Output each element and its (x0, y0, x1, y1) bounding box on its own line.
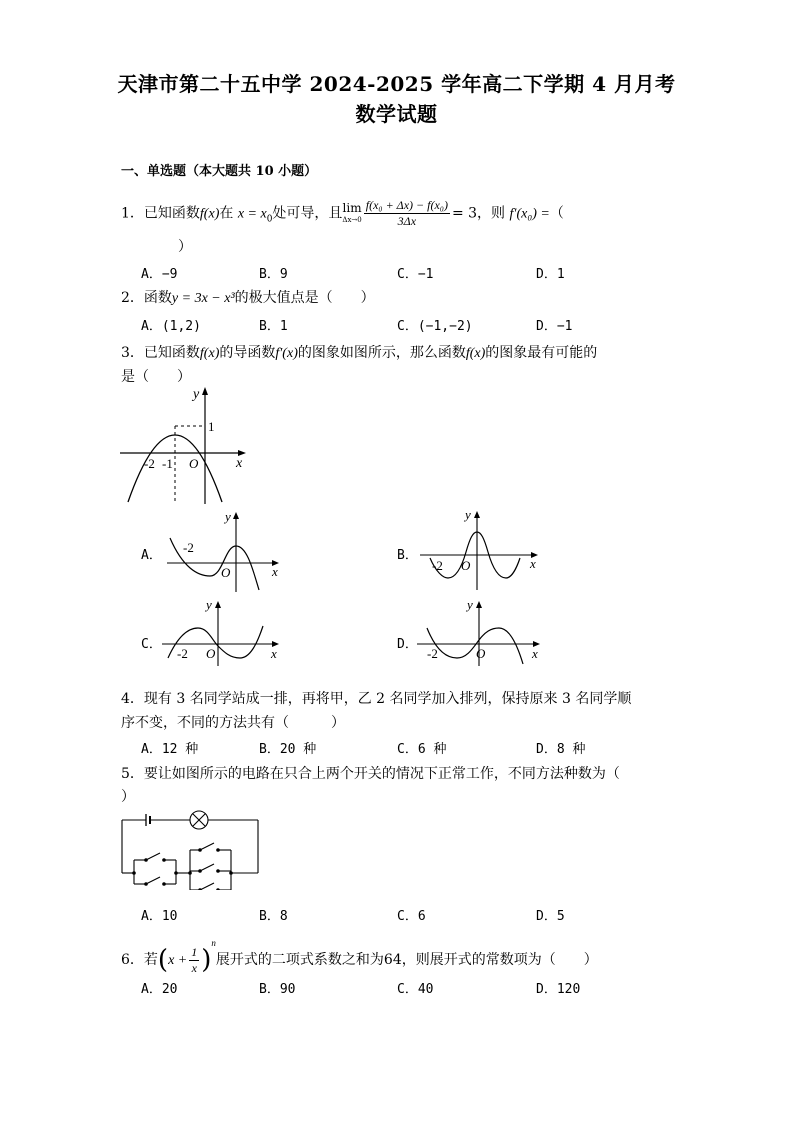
q1-option-c[interactable]: C．−1 (397, 267, 434, 282)
q1-limit (342, 202, 361, 226)
q3-fx2: f(x) (465, 346, 486, 361)
question-2 (121, 287, 375, 307)
q1-lim-sub: Δx→0 (342, 215, 362, 224)
q1-paren-close: ） (178, 239, 192, 255)
q3-graph-d[interactable] (415, 596, 545, 668)
q1-option-b[interactable]: B．9 (259, 267, 288, 282)
svg-text:x: x (530, 556, 536, 571)
q6-frac-n: 1 (191, 944, 198, 959)
q6-frac-d: x (191, 960, 197, 975)
q4-option-d[interactable]: D．8 种 (536, 742, 586, 757)
q4-option-a[interactable]: A．12 种 (141, 742, 199, 757)
svg-text:O: O (461, 558, 471, 573)
q2-suffix: 的极大值点是（ ） (234, 290, 375, 306)
q3-c: 的图象如图所示，那么函数 (297, 345, 466, 361)
q3-a: 3．已知函数 (121, 345, 200, 361)
svg-text:O: O (206, 646, 216, 661)
q3-graph-a[interactable] (165, 508, 285, 594)
switch-icon (146, 877, 160, 884)
svg-text:x: x (272, 564, 278, 579)
q3-graph-c[interactable] (160, 596, 285, 668)
q6-option-d[interactable]: D．120 (536, 982, 581, 997)
svg-text:y: y (467, 597, 473, 612)
graph-label-one: 1 (208, 419, 215, 434)
q5-option-a[interactable]: A．10 (141, 909, 178, 924)
q4-option-b[interactable]: B．20 种 (259, 742, 317, 757)
graph-label-m1: -1 (162, 456, 173, 471)
q2-prefix: 2．函数 (121, 290, 172, 306)
switch-icon (200, 883, 214, 890)
q3-option-c[interactable]: C． (141, 637, 162, 652)
q3-fpx: f′(x) (275, 346, 298, 361)
y-arrow-icon (233, 512, 239, 519)
q5-option-d[interactable]: D．5 (536, 909, 565, 924)
svg-text:y: y (465, 507, 471, 522)
circuit-diagram (118, 808, 263, 890)
y-arrow-icon (476, 601, 482, 608)
q2-option-b[interactable]: B．1 (259, 319, 288, 334)
question-3 (121, 342, 597, 362)
q1-fraction (364, 198, 450, 229)
q2-option-a[interactable]: A．(1,2) (141, 319, 201, 334)
graph-y-label: y (193, 387, 200, 402)
q5-line1: 5．要让如图所示的电路在只合上两个开关的情况下正常工作，不同方法种数为（ (121, 766, 620, 782)
q1-xeq: x = x (237, 206, 267, 222)
q6-prefix: 6．若 (121, 952, 158, 968)
tick-b: -2 (432, 558, 443, 573)
question-1 (121, 198, 564, 229)
q4-line2: 序不变，不同的方法共有（ ） (121, 715, 345, 731)
section-heading: 一、单选题（本大题共 10 小题） (121, 164, 318, 179)
q6-option-b[interactable]: B．90 (259, 982, 296, 997)
tick-a: -2 (183, 540, 194, 555)
svg-text:x: x (271, 646, 277, 661)
q1-option-a[interactable]: A．−9 (141, 267, 178, 282)
q2-option-c[interactable]: C．(−1,−2) (397, 319, 473, 334)
tick-c: -2 (177, 646, 188, 661)
q6-val: 64 (383, 952, 402, 968)
q2-option-d[interactable]: D．−1 (536, 319, 573, 334)
q6-exp: n (211, 938, 216, 948)
q3-option-d[interactable]: D． (397, 637, 418, 652)
graph-x-label: x (236, 456, 243, 471)
q4-line1: 4．现有 3 名同学站成一排，再将甲，乙 2 名同学加入排列，保持原来 3 名同学顺 (121, 691, 632, 707)
q6-left-paren: ( (157, 945, 169, 975)
q1-mid1: 在 (219, 205, 234, 222)
q6-mid: 展开式的二项式系数之和为 (215, 952, 384, 968)
q3-option-b[interactable]: B． (397, 548, 418, 563)
y-arrow-icon (202, 387, 208, 395)
q6-base: x + (168, 953, 188, 968)
q2-expr: y = 3x − x³ (171, 291, 235, 306)
q6-right-paren: ) (201, 945, 212, 975)
svg-text:x: x (532, 646, 538, 661)
q1-option-d[interactable]: D．1 (536, 267, 565, 282)
question-6 (121, 938, 598, 976)
q4-option-c[interactable]: C．6 种 (397, 742, 447, 757)
q5-option-c[interactable]: C．6 (397, 909, 426, 924)
q3-fx: f(x) (199, 346, 220, 361)
q1-mid2: 处可导，且 (272, 205, 343, 222)
derivative-graph (118, 384, 253, 506)
q1-eq3: = 3，则 (451, 205, 506, 222)
y-arrow-icon (474, 511, 480, 518)
q3-b: 的导函数 (219, 345, 276, 361)
svg-text:O: O (221, 565, 231, 580)
graph-origin-label: O (189, 456, 199, 471)
curve-d (427, 628, 523, 664)
q1-paren-open: （ (549, 205, 564, 222)
tick-d: -2 (427, 646, 438, 661)
y-arrow-icon (215, 601, 221, 608)
svg-text:y: y (206, 597, 212, 612)
q3-d: 的图象最有可能的 (485, 345, 598, 361)
q1-prefix: 1．已知函数 (121, 205, 200, 222)
q1-lim-word: lim (342, 200, 362, 215)
q3-option-a[interactable]: A． (141, 548, 162, 563)
svg-text:y: y (225, 509, 231, 524)
q5-option-b[interactable]: B．8 (259, 909, 288, 924)
q6-option-a[interactable]: A．20 (141, 982, 178, 997)
q6-fraction (189, 945, 199, 976)
doc-title-line2: 数学试题 (355, 102, 438, 126)
graph-label-m2: -2 (144, 456, 155, 471)
switch-icon (200, 843, 214, 850)
q1-numerator: f(x₀ + Δx) − f(x₀) (365, 198, 448, 212)
q6-option-c[interactable]: C．40 (397, 982, 434, 997)
switch-icon (200, 864, 214, 871)
q3-graph-b[interactable] (418, 506, 543, 594)
q1-fx: f(x) (199, 206, 220, 222)
q1-fprime: f′(x₀) = (509, 206, 550, 222)
q6-suffix: ，则展开式的常数项为（ ） (401, 952, 598, 968)
q3-line2: 是（ ） (121, 369, 191, 385)
q1-sub0: 0 (266, 214, 273, 225)
q5-line2: ） (121, 789, 135, 805)
switch-icon (146, 853, 160, 860)
q1-denominator: 3Δx (397, 214, 417, 228)
svg-text:O: O (476, 646, 486, 661)
doc-title-line1: 天津市第二十五中学 2024-2025 学年高二下学期 4 月月考 (117, 72, 676, 96)
